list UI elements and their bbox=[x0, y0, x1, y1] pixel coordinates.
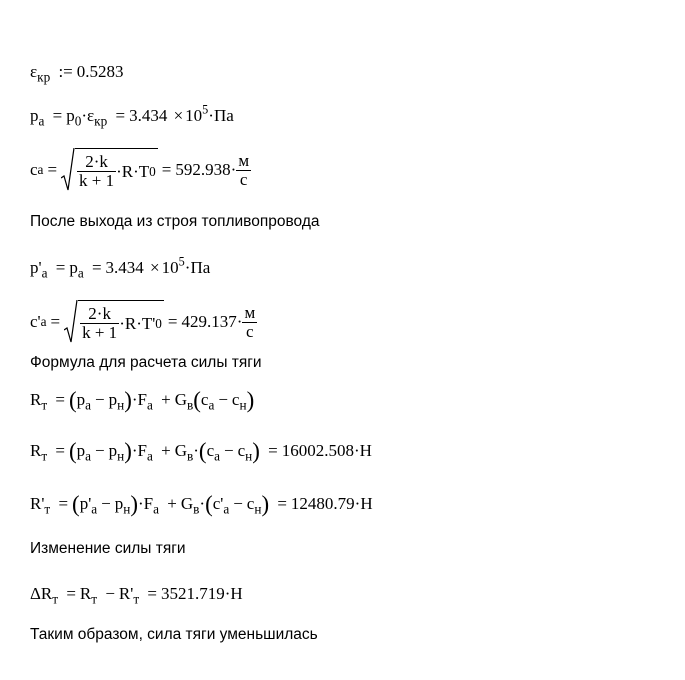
unit-fraction bbox=[236, 152, 251, 189]
ten: 10 bbox=[161, 258, 179, 277]
equals: = bbox=[58, 494, 69, 513]
unit: Н bbox=[360, 494, 373, 513]
symbol-c: c bbox=[206, 441, 215, 460]
subscript: a bbox=[223, 501, 230, 517]
eq-c-prime-a: c' a = $\frac{2\cdot k}{k + 1}$ ·R·T' 0 = 429.137 · $\frac{м}{с}$ bbox=[30, 300, 257, 344]
equals: = bbox=[52, 106, 63, 125]
symbol-p: p bbox=[114, 494, 124, 513]
subscript: a bbox=[146, 448, 153, 464]
equals: = bbox=[55, 441, 65, 460]
subscript: в bbox=[186, 397, 194, 413]
subscript: т bbox=[41, 397, 48, 413]
subscript: a bbox=[41, 265, 48, 281]
symbol-R-prime: R' bbox=[118, 584, 134, 603]
subscript: a bbox=[85, 397, 92, 413]
value: 592.938 bbox=[175, 160, 231, 179]
symbol-c: c bbox=[231, 390, 240, 409]
radical-sign bbox=[64, 300, 78, 344]
symbol-p: p bbox=[69, 258, 78, 277]
subscript: a bbox=[146, 397, 153, 413]
exponent: 5 bbox=[202, 102, 209, 117]
symbol-R: R bbox=[79, 584, 92, 603]
unit-den: с bbox=[246, 321, 254, 341]
numerator: 2·k bbox=[80, 305, 119, 324]
paren: ) bbox=[124, 387, 132, 413]
sqrt: $\frac{2\cdot k}{k + 1}$ ·R·T 0 bbox=[61, 148, 158, 192]
symbol-p: p bbox=[76, 441, 86, 460]
paren: ( bbox=[68, 387, 77, 413]
paren: ( bbox=[193, 387, 201, 413]
unit-num: м bbox=[238, 150, 250, 170]
paren: ) bbox=[252, 438, 260, 464]
ten: 10 bbox=[185, 106, 203, 125]
subscript: н bbox=[123, 501, 131, 517]
symbol-p-prime: p' bbox=[79, 494, 92, 513]
unit: Н bbox=[359, 441, 372, 460]
unit: Па bbox=[190, 258, 211, 277]
sqrt: $\frac{2\cdot k}{k + 1}$ ·R·T' 0 bbox=[64, 300, 164, 344]
subscript: т bbox=[52, 591, 59, 607]
exponent: 5 bbox=[178, 254, 185, 269]
numerator: 2·k bbox=[77, 153, 116, 172]
subscript: в bbox=[186, 448, 194, 464]
subscript: н bbox=[254, 501, 262, 517]
paren: ) bbox=[261, 491, 270, 517]
subscript: 0 bbox=[74, 113, 82, 129]
unit-num: м bbox=[244, 302, 256, 322]
subscript: a bbox=[85, 448, 92, 464]
subscript: т bbox=[44, 501, 51, 517]
equals: = bbox=[268, 441, 278, 460]
radical-sign bbox=[61, 148, 75, 192]
value: 3.434 bbox=[129, 106, 168, 125]
fraction bbox=[80, 305, 119, 342]
symbol-F: ·F bbox=[137, 494, 154, 513]
subscript: a bbox=[214, 448, 220, 464]
symbol-c-prime: c' bbox=[212, 494, 224, 513]
value: 3521.719 bbox=[160, 584, 225, 603]
minus: − bbox=[95, 441, 105, 460]
symbol-c: c bbox=[237, 441, 246, 460]
eq-thrust-prime-value: $R'_т = (p'_a - p_н)\cdot F_a + G_в\cdot(c'_a - c_н) = 12480.79\cdot Н$ bbox=[30, 491, 373, 517]
unit: Па bbox=[213, 106, 234, 125]
rest: ·R·T' bbox=[119, 313, 156, 333]
symbol-p0: p bbox=[66, 106, 75, 125]
subscript: н bbox=[239, 397, 247, 413]
paren: ( bbox=[198, 438, 207, 464]
subscript: a bbox=[38, 113, 45, 129]
subscript: н bbox=[117, 397, 125, 413]
value: 16002.508 bbox=[281, 441, 354, 460]
equals: = bbox=[50, 312, 61, 331]
equals: = bbox=[277, 494, 287, 513]
text-conclusion: Таким образом, сила тяги уменьшилась bbox=[30, 626, 318, 643]
minus: − bbox=[224, 441, 234, 460]
subscript: т bbox=[41, 448, 48, 464]
equals: = bbox=[161, 160, 172, 179]
symbol-R: R bbox=[30, 390, 42, 409]
unit-den: с bbox=[239, 169, 248, 189]
paren: ( bbox=[205, 491, 213, 517]
equals: = bbox=[66, 584, 76, 603]
rest: ·R·T bbox=[116, 161, 150, 181]
equals: = bbox=[115, 106, 126, 125]
times: × bbox=[173, 106, 184, 125]
subscript: в bbox=[193, 501, 200, 517]
subscript: т bbox=[91, 591, 98, 607]
eq-pa: $p_a = p_0\cdot\varepsilon_{кр} = 3.434 \times 10^5\cdot Па$ bbox=[30, 102, 234, 129]
subscript: т bbox=[133, 591, 140, 607]
paren: ( bbox=[72, 491, 80, 517]
symbol-delta-R: ΔR bbox=[30, 584, 53, 603]
minus: − bbox=[105, 584, 115, 603]
paren: ) bbox=[246, 387, 255, 413]
symbol-p: p bbox=[108, 441, 118, 460]
define-operator: := bbox=[58, 62, 73, 81]
unit-fraction bbox=[242, 304, 257, 341]
symbol-G: G bbox=[174, 441, 187, 460]
symbol-R-prime: R' bbox=[30, 494, 45, 513]
unit: Н bbox=[230, 584, 243, 603]
symbol-p: p bbox=[108, 390, 118, 409]
symbol-epsilon: ε bbox=[30, 62, 38, 81]
times: × bbox=[150, 258, 160, 277]
minus: − bbox=[95, 390, 105, 409]
equals: = bbox=[167, 312, 178, 331]
symbol-p-prime: p' bbox=[30, 258, 42, 277]
subscript: a bbox=[77, 265, 84, 281]
eq-thrust-value: $R_т = (p_a - p_н)\cdot F_a + G_в\cdot(c_a - c_н) = 16002.508\cdot Н$ bbox=[30, 438, 372, 464]
symbol-F: ·F bbox=[131, 441, 147, 460]
plus: + bbox=[161, 390, 171, 409]
symbol-R: R bbox=[30, 441, 42, 460]
symbol-p: p bbox=[76, 390, 86, 409]
symbol-G: G bbox=[174, 390, 187, 409]
value: 429.137 bbox=[181, 312, 237, 331]
paren: ( bbox=[68, 438, 77, 464]
equals: = bbox=[55, 390, 65, 409]
minus: − bbox=[101, 494, 111, 513]
symbol-c: c bbox=[200, 390, 209, 409]
eq-delta-thrust: $\Delta R_т = R_т - R'_т = 3521.719\cdot Н$ bbox=[30, 584, 243, 607]
subscript: н bbox=[245, 448, 253, 464]
subscript: кр bbox=[94, 113, 108, 129]
plus: + bbox=[161, 441, 171, 460]
equals: = bbox=[91, 258, 102, 277]
text-after-failure: После выхода из строя топливопровода bbox=[30, 213, 320, 230]
value: 0.5283 bbox=[76, 62, 124, 81]
eq-eps-kr bbox=[30, 62, 124, 85]
eq-ca: c a = $\frac{2\cdot k}{k + 1}$ ·R·T 0 = 592.938 · $\frac{м}{с}$ bbox=[30, 148, 251, 192]
symbol-c-prime: c' bbox=[30, 312, 41, 331]
subscript: a bbox=[91, 501, 98, 517]
text-thrust-change: Изменение силы тяги bbox=[30, 540, 186, 557]
subscript: кр bbox=[37, 69, 51, 85]
subscript: н bbox=[117, 448, 125, 464]
symbol-c: c bbox=[246, 494, 255, 513]
paren: ) bbox=[130, 491, 138, 517]
denominator: k + 1 bbox=[79, 171, 115, 190]
equals: = bbox=[55, 258, 66, 277]
subscript: a bbox=[153, 501, 159, 517]
symbol-c: c bbox=[30, 160, 38, 179]
equals: = bbox=[147, 584, 157, 603]
eq-thrust-formula bbox=[30, 387, 255, 413]
eq-p-prime-a: $p'_a = p_a = 3.434 \times 10^5\cdot Па$ bbox=[30, 254, 211, 281]
plus: + bbox=[167, 494, 177, 513]
minus: − bbox=[218, 390, 228, 409]
symbol-p: p bbox=[30, 106, 39, 125]
symbol-F: ·F bbox=[131, 390, 147, 409]
minus: − bbox=[233, 494, 243, 513]
denominator: k + 1 bbox=[82, 323, 118, 342]
symbol-epsilon: ε bbox=[87, 106, 95, 125]
fraction bbox=[77, 153, 116, 190]
paren: ) bbox=[124, 438, 132, 464]
symbol-G: G bbox=[180, 494, 194, 513]
text-thrust-formula: Формула для расчета силы тяги bbox=[30, 354, 262, 371]
subscript: a bbox=[208, 397, 215, 413]
equals: = bbox=[47, 160, 58, 179]
value: 3.434 bbox=[105, 258, 144, 277]
value: 12480.79 bbox=[290, 494, 355, 513]
